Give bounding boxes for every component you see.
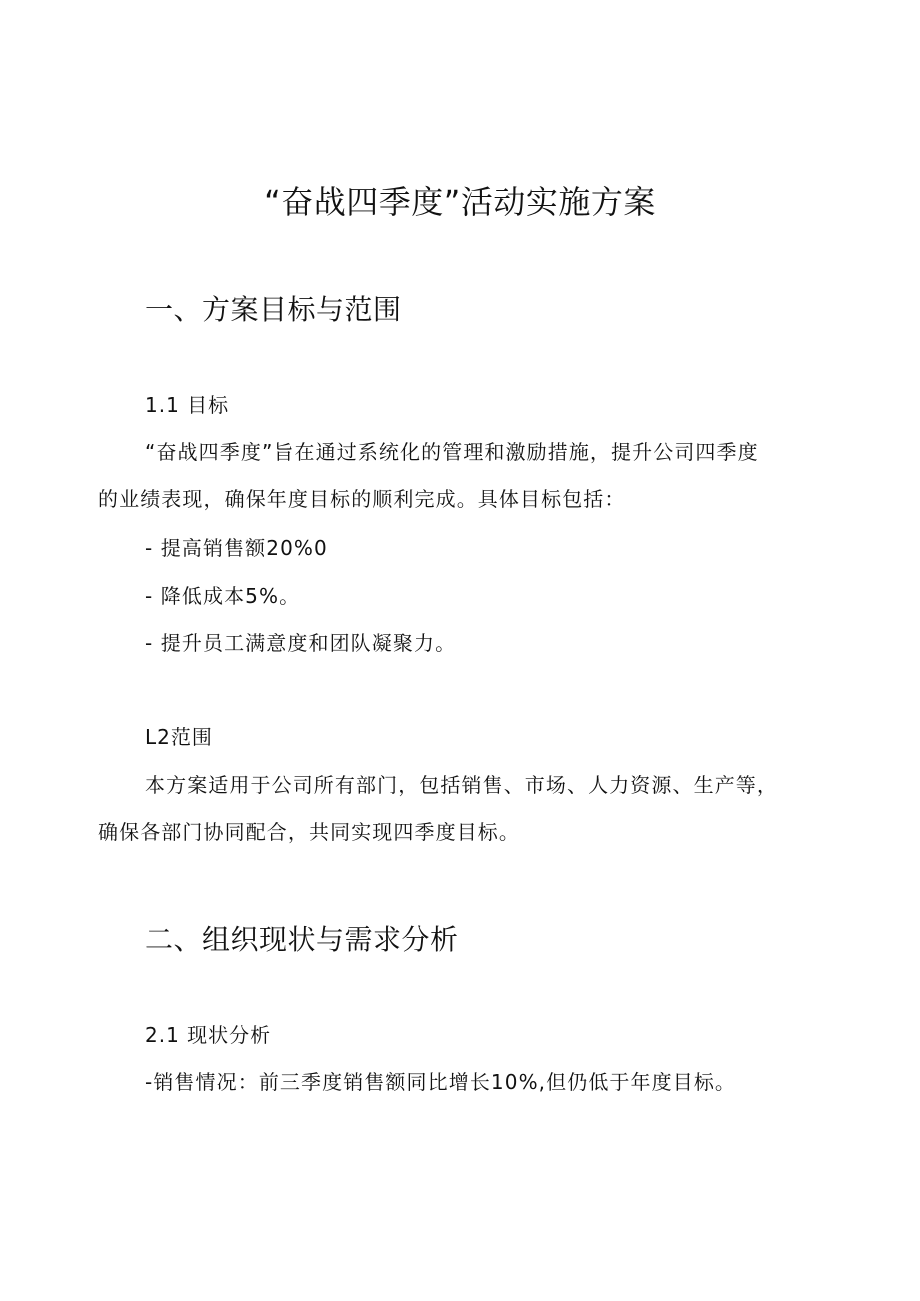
paragraph-line: 本方案适用于公司所有部门，包括销售、市场、人力资源、生产等， (145, 773, 778, 797)
subsection-heading-2-1: 2.1 现状分析 (145, 1023, 272, 1047)
document-title: “奋战四季度”活动实施方案 (264, 183, 656, 221)
bullet-item: - 提升员工满意度和团队凝聚力。 (145, 631, 457, 655)
subsection-heading-1-1: 1.1 目标 (145, 393, 230, 417)
paragraph-line: -销售情况：前三季度销售额同比增长10%,但仍低于年度目标。 (145, 1070, 737, 1094)
subsection-heading-1-2: L2范围 (145, 725, 213, 749)
section-heading-1: 一、方案目标与范围 (145, 293, 402, 326)
paragraph-line: “奋战四季度”旨在通过系统化的管理和激励措施，提升公司四季度 (145, 440, 759, 464)
paragraph-line: 确保各部门协同配合，共同实现四季度目标。 (98, 820, 520, 844)
paragraph-line: 的业绩表现，确保年度目标的顺利完成。具体目标包括： (98, 487, 626, 511)
bullet-item: - 提高销售额20%0 (145, 536, 328, 560)
section-heading-2: 二、组织现状与需求分析 (145, 923, 459, 956)
bullet-item: - 降低成本5%。 (145, 584, 301, 608)
